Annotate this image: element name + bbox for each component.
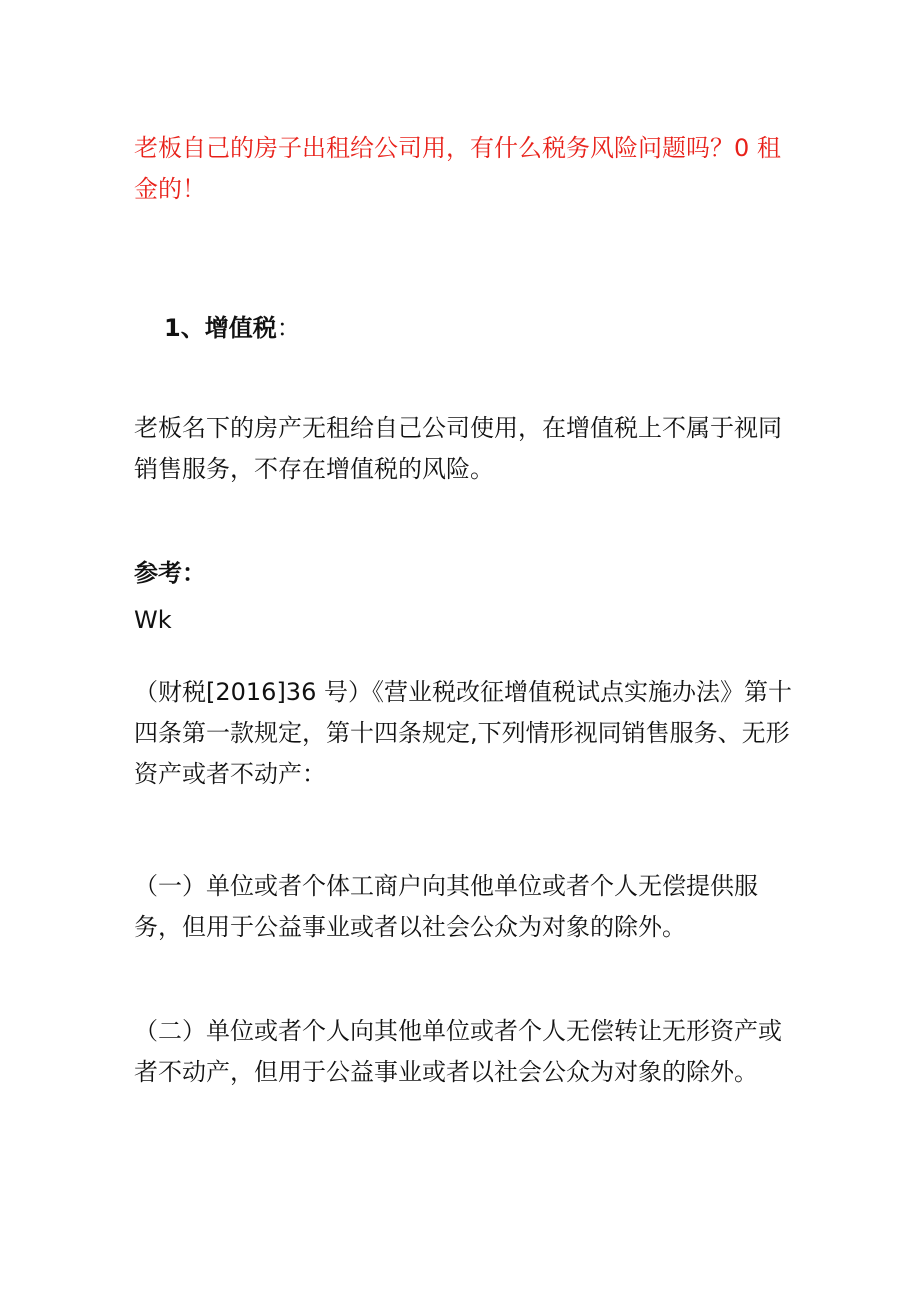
section-heading-text: 1、增值税 xyxy=(164,314,277,342)
paragraph-clause-1: （一）单位或者个体工商户向其他单位或者个人无偿提供服务，但用于公益事业或者以社会公众为对象的除外。 xyxy=(134,872,758,941)
wk-text: Wk xyxy=(134,606,172,634)
paragraph-regulation-article-14: （财税[2016]36 号）《营业税改征增值税试点实施办法》第十四条第一款规定，第十四条规定,下列情形视同销售服务、无形资产或者不动产： xyxy=(134,678,792,788)
section-heading-colon: ： xyxy=(276,314,301,342)
paragraph-vat-conclusion: 老板名下的房产无租给自己公司使用，在增值税上不属于视同销售服务，不存在增值税的风险。 xyxy=(134,414,782,483)
paragraph-clause-2: （二）单位或者个人向其他单位或者个人无偿转让无形资产或者不动产，但用于公益事业或者以社会公众为对象的除外。 xyxy=(134,1017,782,1086)
document-title: 老板自己的房子出租给公司用，有什么税务风险问题吗？0 租金的！ xyxy=(134,134,781,203)
reference-label: 参考： xyxy=(134,559,206,587)
section-heading-vat xyxy=(164,308,824,349)
